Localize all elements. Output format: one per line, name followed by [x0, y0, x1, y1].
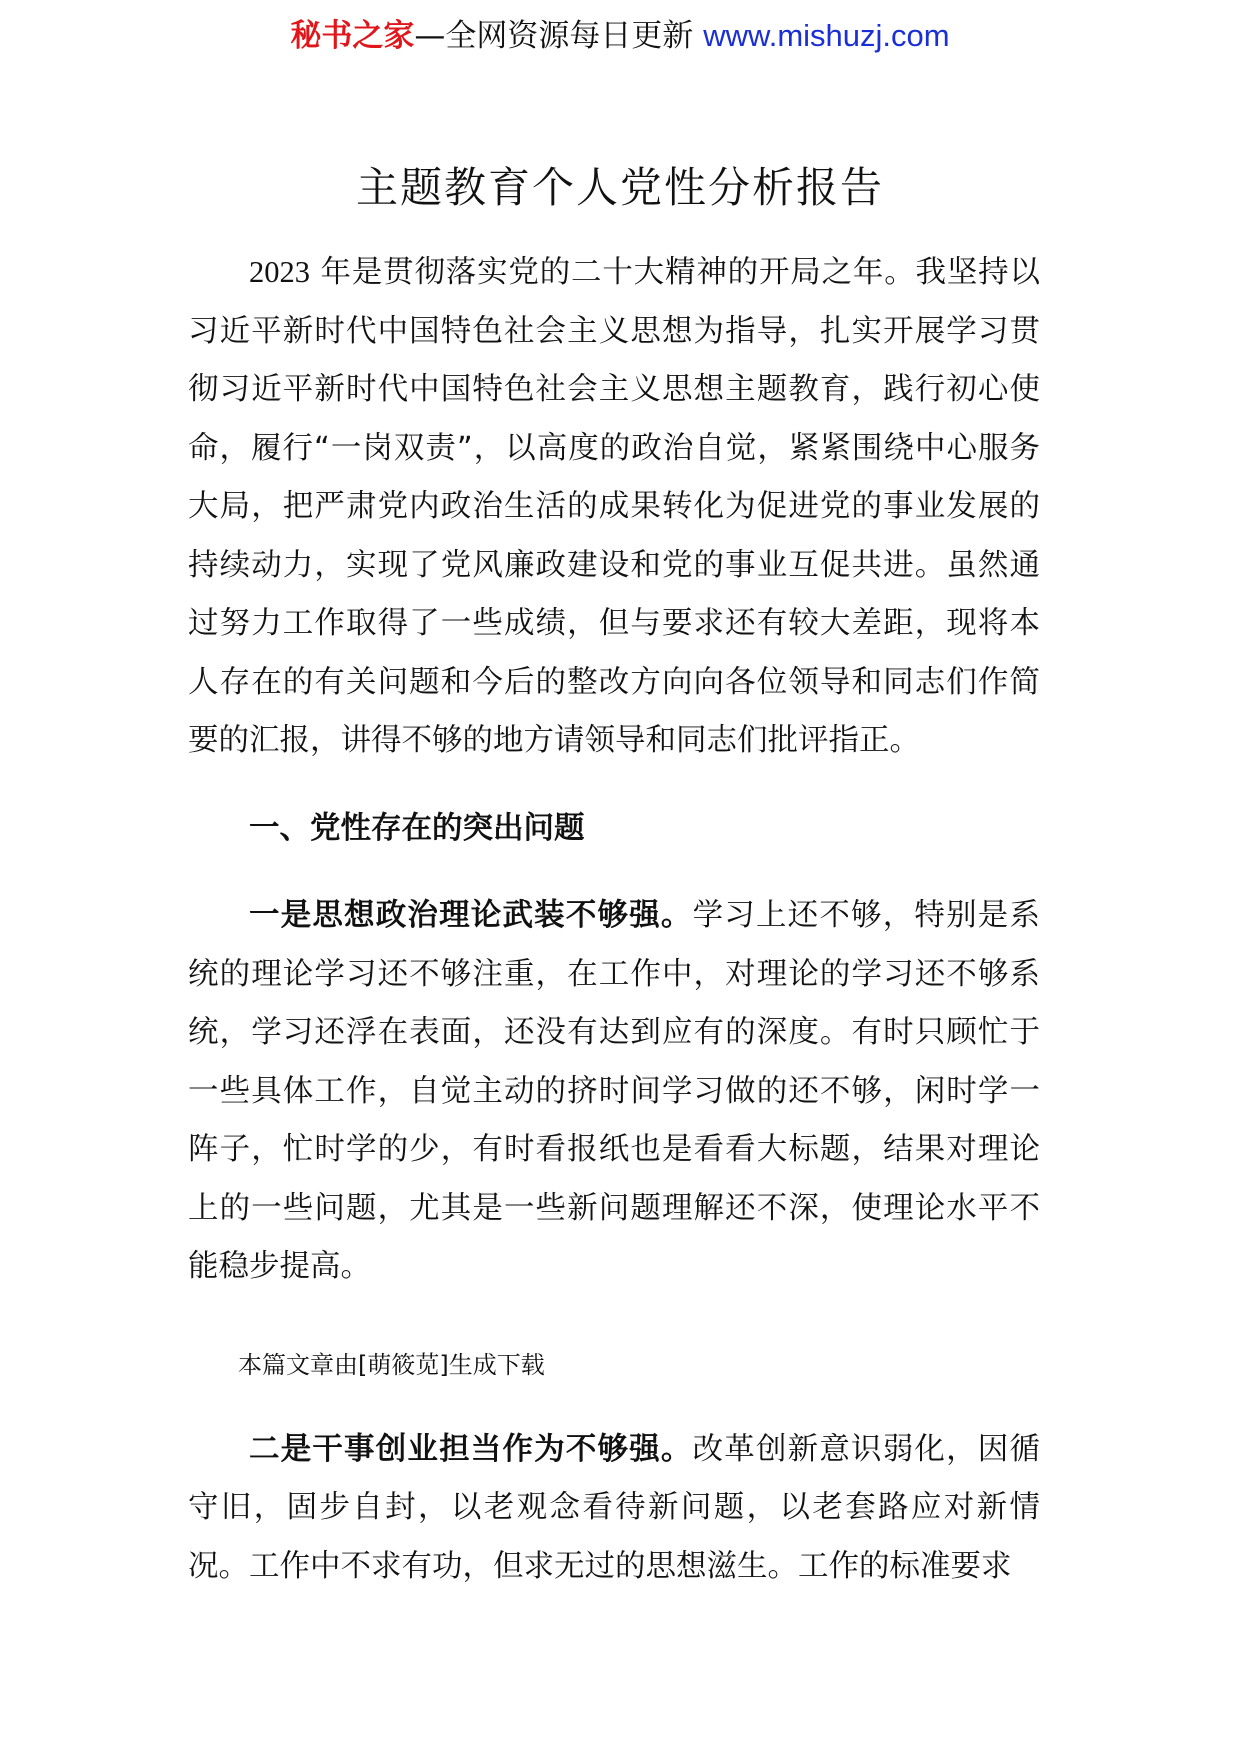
point-one-text: 学习上还不够，特别是系统的理论学习还不够注重，在工作中，对理论的学习还不够系统，学习还浮在表面，还没有达到应有的深度。有时只顾忙于一些具体工作，自觉主动的挤时间学习做的还不够，闲时学一阵子，忙时学的少，有时看报纸也是看看大标题，结果对理论上的一些问题，尤其是一些新问题理解还不深，使理论水平不能稳步提高。 — [188, 898, 1040, 1284]
document-title: 主题教育个人党性分析报告 — [355, 163, 884, 212]
document-body — [188, 243, 1040, 1596]
intro-year: 2023 — [249, 255, 310, 289]
point-two-paragraph — [188, 1421, 1040, 1597]
point-one-lead: 一是思想政治理论武装不够强。 — [249, 898, 693, 933]
intro-text: 年是贯彻落实党的二十大精神的开局之年。我坚持以习近平新时代中国特色社会主义思想为指导，扎实开展学习贯彻习近平新时代中国特色社会主义思想主题教育，践行初心使命，履行“一岗双责”，以高度的政治自觉，紧紧围绕中心服务大局，把严肃党内政治生活的成果转化为促进党的事业发展的持续动力，实现了党风廉政建设和党的事业互促共进。虽然通过努力工作取得了一些成绩，但与要求还有较大差距，现将本人存在的有关问题和今后的整改方向向各位领导和同志们作简要的汇报，讲得不够的地方请领导和同志们批评指正。 — [188, 255, 1040, 758]
site-tagline: —全网资源每日更新 — [414, 18, 704, 54]
intro-paragraph — [188, 243, 1040, 771]
point-one-paragraph — [188, 887, 1040, 1297]
site-url-link[interactable]: www.mishuzj.com — [703, 18, 950, 53]
section-heading: 一、党性存在的突出问题 — [249, 810, 585, 846]
site-header — [0, 14, 1240, 58]
point-two-text: 改革创新意识弱化，因循守旧，固步自封，以老观念看待新问题，以老套路应对新情况。工作中不求有功，但求无过的思想滋生。工作的标准要求 — [188, 1431, 1040, 1584]
download-notice: 本篇文章由[萌筱苋]生成下载 — [238, 1350, 545, 1379]
point-two-lead: 二是干事创业担当作为不够强。 — [249, 1431, 693, 1467]
site-brand: 秘书之家 — [290, 18, 415, 54]
